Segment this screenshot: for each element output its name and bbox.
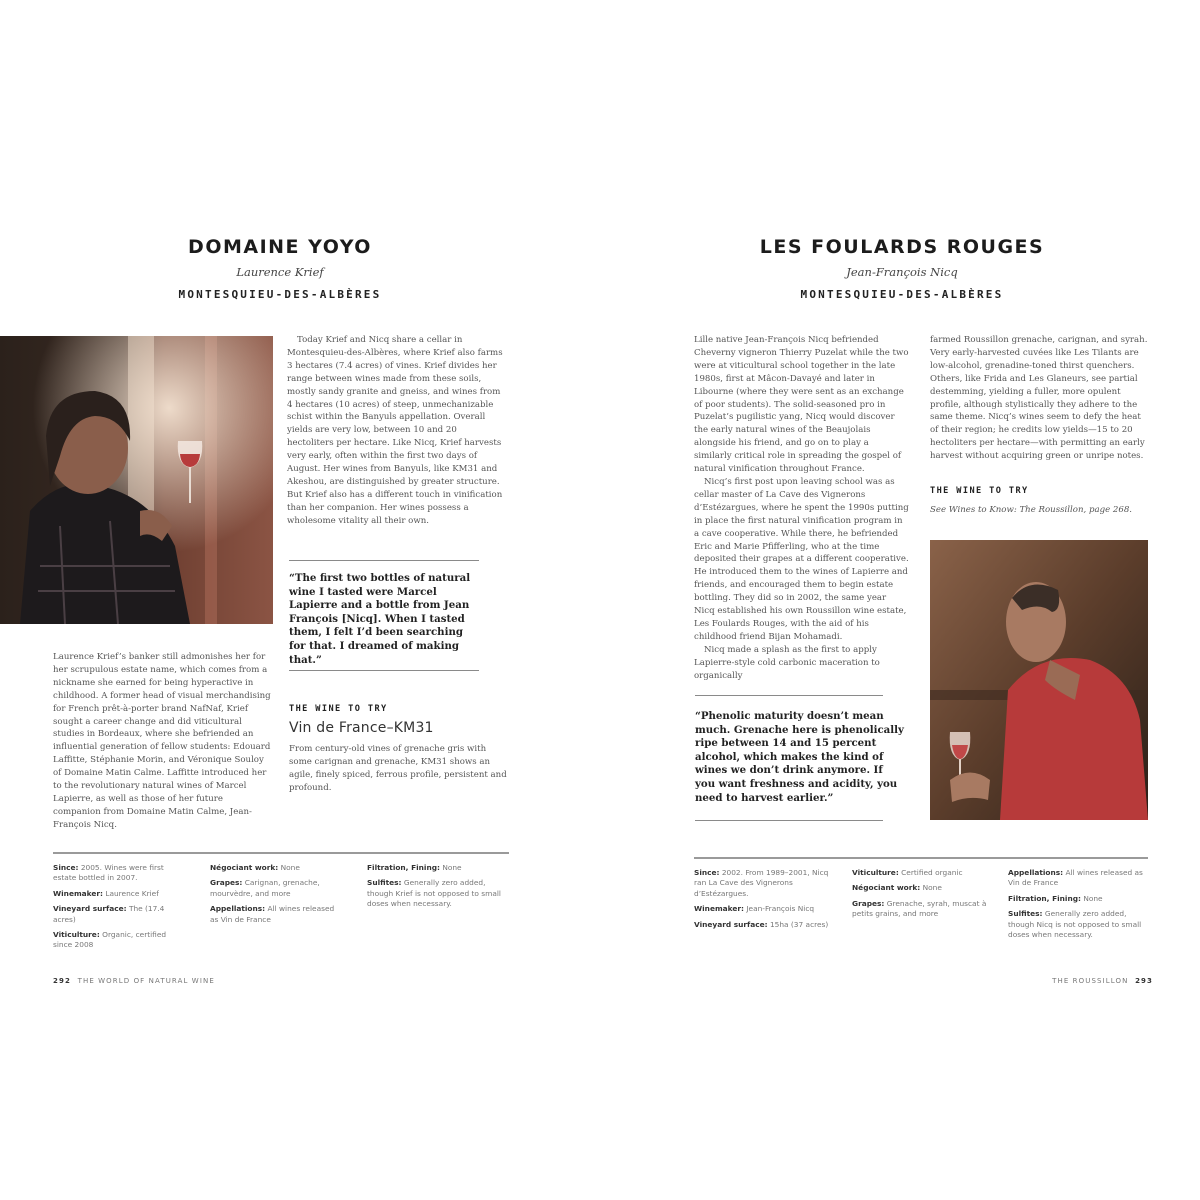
facts-column-2 [852, 868, 990, 925]
fact-filtration-fining: Filtration, Fining: None [1008, 893, 1103, 903]
fact-sulfites: Sulfites: Generally zero added, though Nicq is not opposed to small doses when necessary. [1008, 909, 1142, 940]
fact-grapes: Grapes: Grenache, syrah, muscat à petits grains, and more [852, 898, 987, 919]
body-column-right [287, 334, 505, 528]
paragraph: Today Krief and Nicq share a cellar in Montesquieu-des-Albères, where Krief also farms 3 hectares (7.4 acres) of vines. Krief divides her range between wines made from these soils, mostly sandy granite and gneiss, and wines from 4 hectares (10 acres) of steep, unmechanizable schist within the Banyuls appellation. Overall yields are very low, between 10 and 20 hectoliters per hectare. Like Nicq, Krief harvests very early, often within the first two days of August. Her wines from Banyuls, like KM31 and Akeshou, are distinguished by greater structure. But Krief also has a different touch in vinification than her companion. Her wines possess a wholesome vitality all their own. [287, 335, 503, 526]
fact-winemaker: Winemaker: Jean-François Nicq [694, 904, 815, 914]
quote-rule-top [695, 695, 883, 696]
facts-column-2 [210, 863, 338, 930]
pull-quote: “The first two bottles of natural wine I tasted were Marcel Lapierre and a bottle from Jean François [Nicq]. When I tasted them, I felt I’d been searching for that. I dreamed of making that.” [289, 572, 471, 666]
page-title: DOMAINE YOYO [188, 236, 372, 258]
quote-rule-bottom [695, 820, 883, 821]
facts-column-1 [694, 868, 834, 935]
right-page [600, 0, 1200, 1200]
page-number: 292 [53, 977, 71, 985]
facts-column-3 [367, 863, 509, 915]
facts-column-3 [1008, 868, 1148, 945]
fact-since: Since: 2002. From 1989–2001, Nicq ran La Cave des Vignerons d’Estézargues. [694, 868, 829, 898]
wine-name: Vin de France–KM31 [289, 720, 434, 736]
fact-vineyard-surface: Vineyard surface: The (17.4 acres) [53, 904, 165, 924]
facts-rule [694, 857, 1148, 859]
fact-sulfites: Sulfites: Generally zero added, though Krief is not opposed to small doses when necessary. [367, 878, 501, 909]
fact-negociant-work: Négociant work: None [210, 863, 300, 872]
page-title: LES FOULARDS ROUGES [759, 236, 1045, 258]
wine-to-try-label: THE WINE TO TRY [289, 704, 388, 714]
fact-winemaker: Winemaker: Laurence Krief [53, 888, 159, 898]
fact-appellations: Appellations: All wines released as Vin de France [210, 904, 335, 924]
paragraph: farmed Roussillon grenache, carignan, and syrah. Very early-harvested cuvées like Les Tilants are low-alcohol, grenadine-toned thirst quenchers. Others, like Frida and Les Glaneurs, see partial destemming, yielding a fuller, more opulent profile, although stylistically they adhere to the same theme. Nicq’s wines seem to defy the heat of their region; he credits low yields—15 to 20 hectoliters per hectare—with permitting an early harvest without acquiring green or unripe notes. [930, 335, 1148, 462]
location: MONTESQUIEU-DES-ALBÈRES [178, 288, 382, 301]
wine-tasting-note: From century-old vines of grenache gris with some carignan and grenache, KM31 shows an agile, finely spiced, ferrous profile, persistent and profound. [289, 744, 507, 793]
fact-viticulture: Viticulture: Certified organic [852, 868, 963, 877]
fact-grapes: Grapes: Carignan, grenache, mourvèdre, and more [210, 878, 320, 898]
wine-to-try-label: THE WINE TO TRY [930, 486, 1029, 496]
running-head: THE ROUSSILLON [1052, 977, 1129, 985]
fact-appellations: Appellations: All wines released as Vin de France [1008, 868, 1143, 888]
fact-vineyard-surface: Vineyard surface: 15ha (37 acres) [694, 919, 829, 929]
body-column-left [53, 651, 271, 832]
paragraph: Nicq’s first post upon leaving school was as cellar master of La Cave des Vignerons d’Estézargues, where he spent the 1990s putting in place the first natural vinification program in a cave cooperative. While there, he befriended Eric and Marie Pfifferling, who at the time deposited their grapes at a different cooperative. He introduced them to the wines of Lapierre and friends, and encouraged them to begin estate bottling. They did so in 2002, the same year Nicq established his own Roussillon wine estate, Les Foulards Rouges, with the aid of his childhood friend Bijan Mohamadi. [694, 476, 909, 642]
fact-viticulture: Viticulture: Organic, certified since 2008 [53, 930, 167, 950]
winemaker-name: Laurence Krief [236, 265, 324, 279]
body-column-left [694, 334, 909, 682]
winemaker-photo [0, 336, 273, 624]
fact-filtration-fining: Filtration, Fining: None [367, 863, 462, 872]
winemaker-name: Jean-François Nicq [846, 265, 958, 279]
location: MONTESQUIEU-DES-ALBÈRES [800, 288, 1004, 301]
paragraph: Lille native Jean-François Nicq befriended Cheverny vigneron Thierry Puzelat while the two were at viticultural school together in the late 1980s, first at Mâcon-Davayé and later in Libourne (where they were sent as an exchange of poor students). The solid-seasoned pro in Puzelat’s pugilistic yang, Nicq would discover the early natural wines of the Beaujolais alongside his friend, and go on to play a similarly critical role in spreading the gospel of natural vinification throughout France. [694, 335, 909, 475]
fact-negociant-work: Négociant work: None [852, 883, 942, 893]
facts-column-1 [53, 863, 181, 956]
fact-since: Since: 2005. Wines were first estate bottled in 2007. [53, 863, 164, 883]
running-head: THE WORLD OF NATURAL WINE [77, 977, 215, 985]
paragraph: Nicq made a splash as the first to apply Lapierre-style cold carbonic maceration to organically [694, 644, 880, 681]
page-footer [1052, 977, 1153, 985]
pull-quote: “Phenolic maturity doesn’t mean much. Grenache here is phenolically ripe between 14 and 15 percent alcohol, which makes the kind of wines we don’t drink anymore. If you want freshness and acidity, you need to harvest earlier.” [695, 710, 904, 804]
paragraph: Laurence Krief’s banker still admonishes her for her scrupulous estate name, which comes from a nickname she earned for being hyperactive in childhood. A former head of visual merchandising for French prêt-à-porter brand NafNaf, Krief sought a career change and did viticultural studies in Bordeaux, where she befriended an influential generation of fellow students: Edouard Laffitte, Stéphanie Morin, and Véronique Souloy of Domaine Matin Calme. Laffitte introduced her to the revolutionary natural wines of Marcel Lapierre, as well as those of her future companion from Domaine Matin Calme, Jean-François Nicq. [53, 652, 271, 830]
body-column-right [930, 334, 1148, 463]
quote-rule-top [289, 560, 479, 561]
page-footer [53, 977, 215, 985]
facts-rule [53, 852, 509, 854]
winemaker-photo [930, 540, 1148, 820]
cross-reference: See Wines to Know: The Roussillon, page 268. [930, 505, 1133, 515]
page-number: 293 [1135, 977, 1153, 985]
quote-rule-bottom [289, 670, 479, 671]
